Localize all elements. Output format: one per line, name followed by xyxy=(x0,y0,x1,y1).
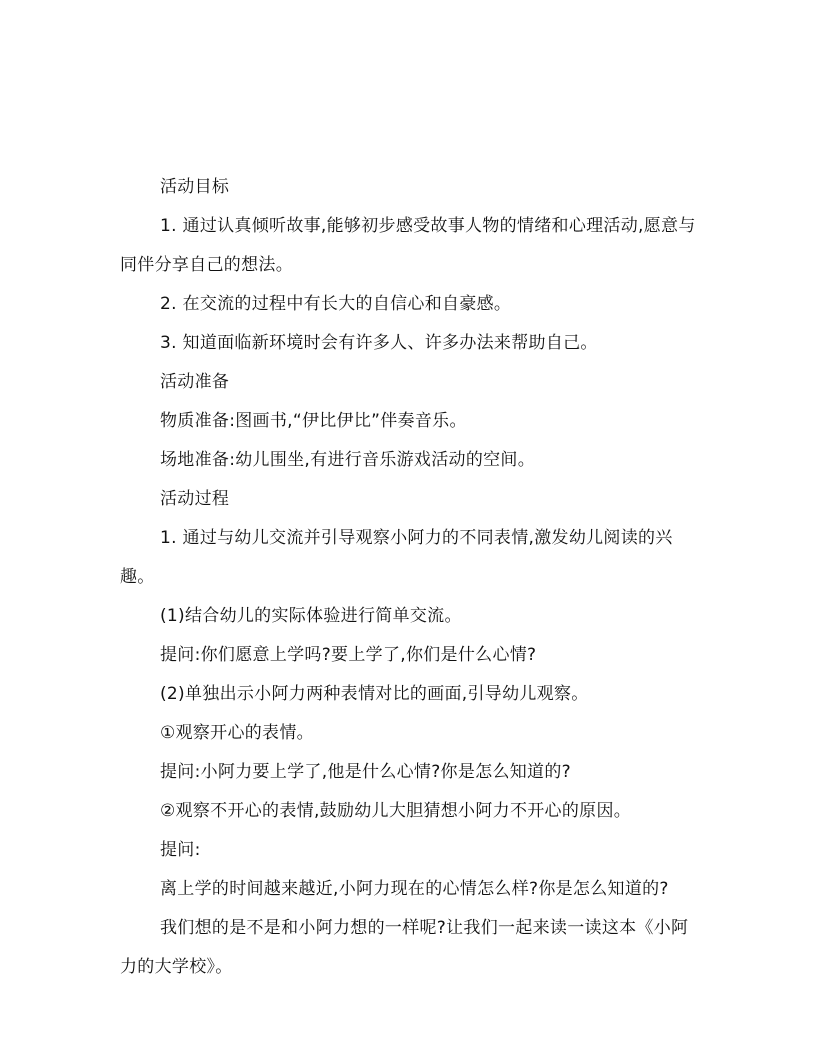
question-label: 提问: xyxy=(160,840,201,860)
document-body xyxy=(120,168,696,987)
goal-item-1: 1. 通过认真倾听故事,能够初步感受故事人物的情绪和心理活动,愿意与同伴分享自己的想法。 xyxy=(120,216,696,275)
goal-item-3: 3. 知道面临新环境时会有许多人、许多办法来帮助自己。 xyxy=(160,333,598,353)
process-substep-1: (1)结合幼儿的实际体验进行简单交流。 xyxy=(160,606,462,626)
question-2: 提问:小阿力要上学了,他是什么心情?你是怎么知道的? xyxy=(160,762,571,782)
observe-happy: ①观察开心的表情。 xyxy=(160,723,314,743)
preparation-venue: 场地准备:幼儿围坐,有进行音乐游戏活动的空间。 xyxy=(160,450,536,470)
section-heading-process: 活动过程 xyxy=(160,489,230,509)
preparation-materials: 物质准备:图画书,“伊比伊比”伴奏音乐。 xyxy=(160,411,467,431)
question-4: 我们想的是不是和小阿力想的一样呢?让我们一起来读一读这本《小阿力的大学校》。 xyxy=(120,918,689,977)
section-heading-preparation: 活动准备 xyxy=(160,372,230,392)
question-3: 离上学的时间越来越近,小阿力现在的心情怎么样?你是怎么知道的? xyxy=(160,879,669,899)
question-1: 提问:你们愿意上学吗?要上学了,你们是什么心情? xyxy=(160,645,537,665)
process-substep-2: (2)单独出示小阿力两种表情对比的画面,引导幼儿观察。 xyxy=(160,684,589,704)
section-heading-goals: 活动目标 xyxy=(160,177,230,197)
observe-unhappy: ②观察不开心的表情,鼓励幼儿大胆猜想小阿力不开心的原因。 xyxy=(160,801,632,821)
process-step-1: 1. 通过与幼儿交流并引导观察小阿力的不同表情,激发幼儿阅读的兴趣。 xyxy=(120,528,673,587)
goal-item-2: 2. 在交流的过程中有长大的自信心和自豪感。 xyxy=(160,294,512,314)
